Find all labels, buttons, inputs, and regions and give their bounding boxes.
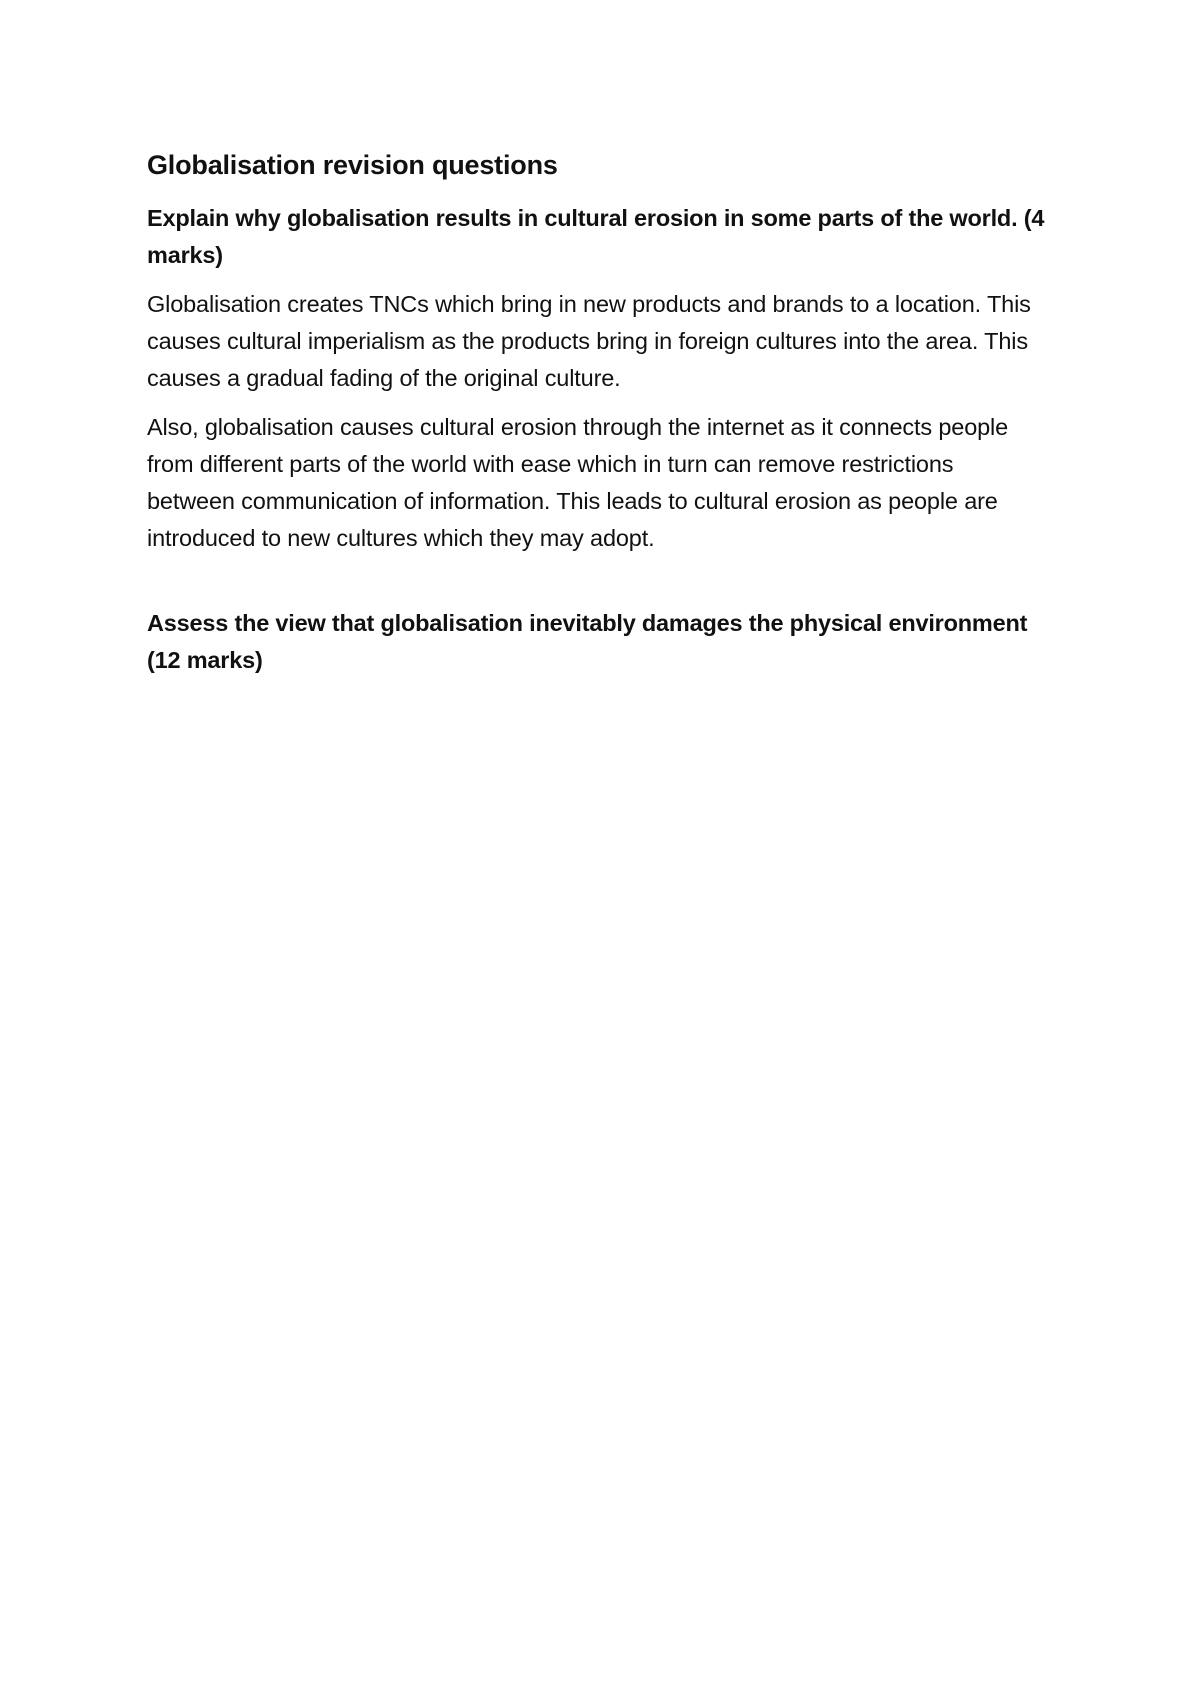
document-content	[147, 146, 1047, 691]
document-title: Globalisation revision questions	[147, 150, 558, 180]
section-spacer	[147, 569, 1047, 605]
question-1: Explain why globalisation results in cultural erosion in some parts of the world. (4 marks)	[147, 205, 1045, 268]
answer-paragraph-2: Also, globalisation causes cultural erosion through the internet as it connects people from different parts of the world with ease which in turn can remove restrictions between communication of information. This leads to cultural erosion as people are introduced to new cultures which they may adopt.	[147, 414, 1009, 551]
question-2: Assess the view that globalisation inevitably damages the physical environment (12 marks)	[147, 610, 1028, 673]
answer-paragraph-1: Globalisation creates TNCs which bring in new products and brands to a location. This causes cultural imperialism as the products bring in foreign cultures into the area. This causes a gradual fading of the original culture.	[147, 291, 1031, 391]
